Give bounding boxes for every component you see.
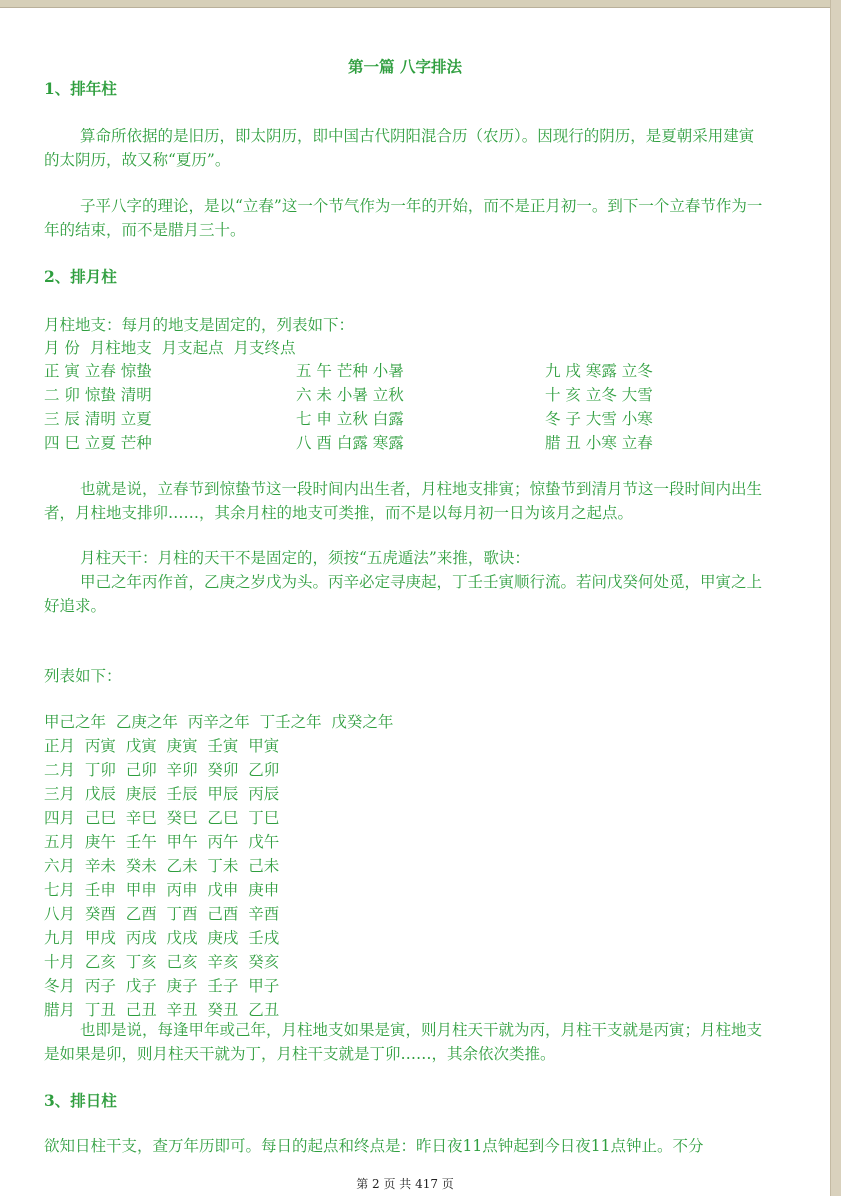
section-1-paragraph-2: 子平八字的理论，是以“立春”这一个节气作为一年的开始，而不是正月初一。到下一个立春节作为一年的结束，而不是腊月三十。	[44, 197, 763, 239]
stem-table-row: 正月 丙寅 戊寅 庚寅 壬寅 甲寅	[44, 737, 280, 755]
month-branch-row: 冬 子 大雪 小寒	[545, 410, 653, 428]
stem-table-row: 五月 庚午 壬午 甲午 丙午 戊午	[44, 833, 280, 851]
stem-table-row: 三月 戊辰 庚辰 壬辰 甲辰 丙辰	[44, 785, 280, 803]
month-stem-intro: 月柱天干：月柱的天干不是固定的，须按“五虎遁法”来推，歌诀：	[80, 549, 530, 567]
month-branch-row: 四 巳 立夏 芒种	[44, 434, 152, 452]
month-branch-row: 八 酉 白露 寒露	[296, 434, 404, 452]
stem-table-row: 九月 甲戌 丙戌 戊戌 庚戌 壬戌	[44, 929, 280, 947]
month-branch-row: 二 卯 惊蛰 清明	[44, 386, 152, 404]
stem-table-row: 腊月 丁丑 己丑 辛丑 癸丑 乙丑	[44, 1001, 280, 1019]
month-branch-row: 七 申 立秋 白露	[296, 410, 404, 428]
section-1-paragraph-1: 算命所依据的是旧历，即太阴历，即中国古代阴阳混合历（农历）。因现行的阴历，是夏朝采用建寅的太阴历，故又称“夏历”。	[44, 127, 755, 169]
section-2-heading: 2、排月柱	[44, 267, 117, 286]
page-footer: 第 2 页 共 417 页	[356, 1177, 454, 1191]
month-branch-row: 六 未 小暑 立秋	[296, 386, 404, 404]
stem-table-row: 七月 壬申 甲申 丙申 戊申 庚申	[44, 881, 280, 899]
month-branch-intro: 月柱地支：每月的地支是固定的，列表如下：	[44, 316, 355, 334]
stem-table-row: 六月 辛未 癸未 乙未 丁未 己未	[44, 857, 280, 875]
stem-table-row: 八月 癸酉 乙酉 丁酉 己酉 辛酉	[44, 905, 280, 923]
five-tigers-song: 甲己之年丙作首，乙庚之岁戊为头。丙辛必定寻庚起，丁壬壬寅顺行流。若问戊癸何处觅，甲寅之上好追求。	[44, 573, 763, 615]
month-branch-column-2	[296, 359, 404, 455]
section-1-heading: 1、排年柱	[44, 79, 117, 98]
section-3-paragraph-1: 欲知日柱干支，查万年历即可。每日的起点和终点是：昨日夜11点钟起到今日夜11点钟止。不分	[44, 1137, 704, 1155]
month-branch-row: 九 戌 寒露 立冬	[545, 362, 653, 380]
page-right-border-line	[830, 0, 831, 1196]
month-branch-table-header: 月 份 月柱地支 月支起点 月支终点	[44, 339, 296, 357]
stem-table	[44, 734, 279, 1022]
stem-table-row: 四月 己巳 辛巳 癸巳 乙巳 丁巳	[44, 809, 280, 827]
page-top-border	[0, 0, 841, 7]
stem-list-label: 列表如下：	[44, 667, 122, 685]
month-branch-row: 腊 丑 小寒 立春	[545, 434, 653, 452]
month-branch-row: 十 亥 立冬 大雪	[545, 386, 653, 404]
section-3-heading: 3、排日柱	[44, 1091, 117, 1110]
month-branch-row: 正 寅 立春 惊蛰	[44, 362, 152, 380]
stem-table-row: 冬月 丙子 戊子 庚子 壬子 甲子	[44, 977, 280, 995]
stem-table-header: 甲己之年 乙庚之年 丙辛之年 丁壬之年 戊癸之年	[44, 713, 394, 731]
page-right-border	[831, 0, 841, 1196]
month-branch-row: 五 午 芒种 小暑	[296, 362, 404, 380]
stem-table-row: 二月 丁卯 己卯 辛卯 癸卯 乙卯	[44, 761, 280, 779]
month-branch-explanation: 也就是说，立春节到惊蛰节这一段时间内出生者，月柱地支排寅；惊蛰节到清月节这一段时间内出生者，月柱地支排卯……，其余月柱的地支可类推，而不是以每月初一日为该月之起点。	[44, 480, 763, 522]
page-title: 第一篇 八字排法	[348, 57, 462, 76]
stem-summary: 也即是说，每逢甲年或己年，月柱地支如果是寅，则月柱天干就为丙，月柱干支就是丙寅；月柱地支是如果是卯，则月柱天干就为丁，月柱干支就是丁卯……，其余依次类推。	[44, 1021, 763, 1063]
stem-table-row: 十月 乙亥 丁亥 己亥 辛亥 癸亥	[44, 953, 280, 971]
month-branch-row: 三 辰 清明 立夏	[44, 410, 152, 428]
month-branch-column-3	[545, 359, 653, 455]
page-top-border-line	[0, 7, 841, 8]
month-branch-column-1	[44, 359, 152, 455]
